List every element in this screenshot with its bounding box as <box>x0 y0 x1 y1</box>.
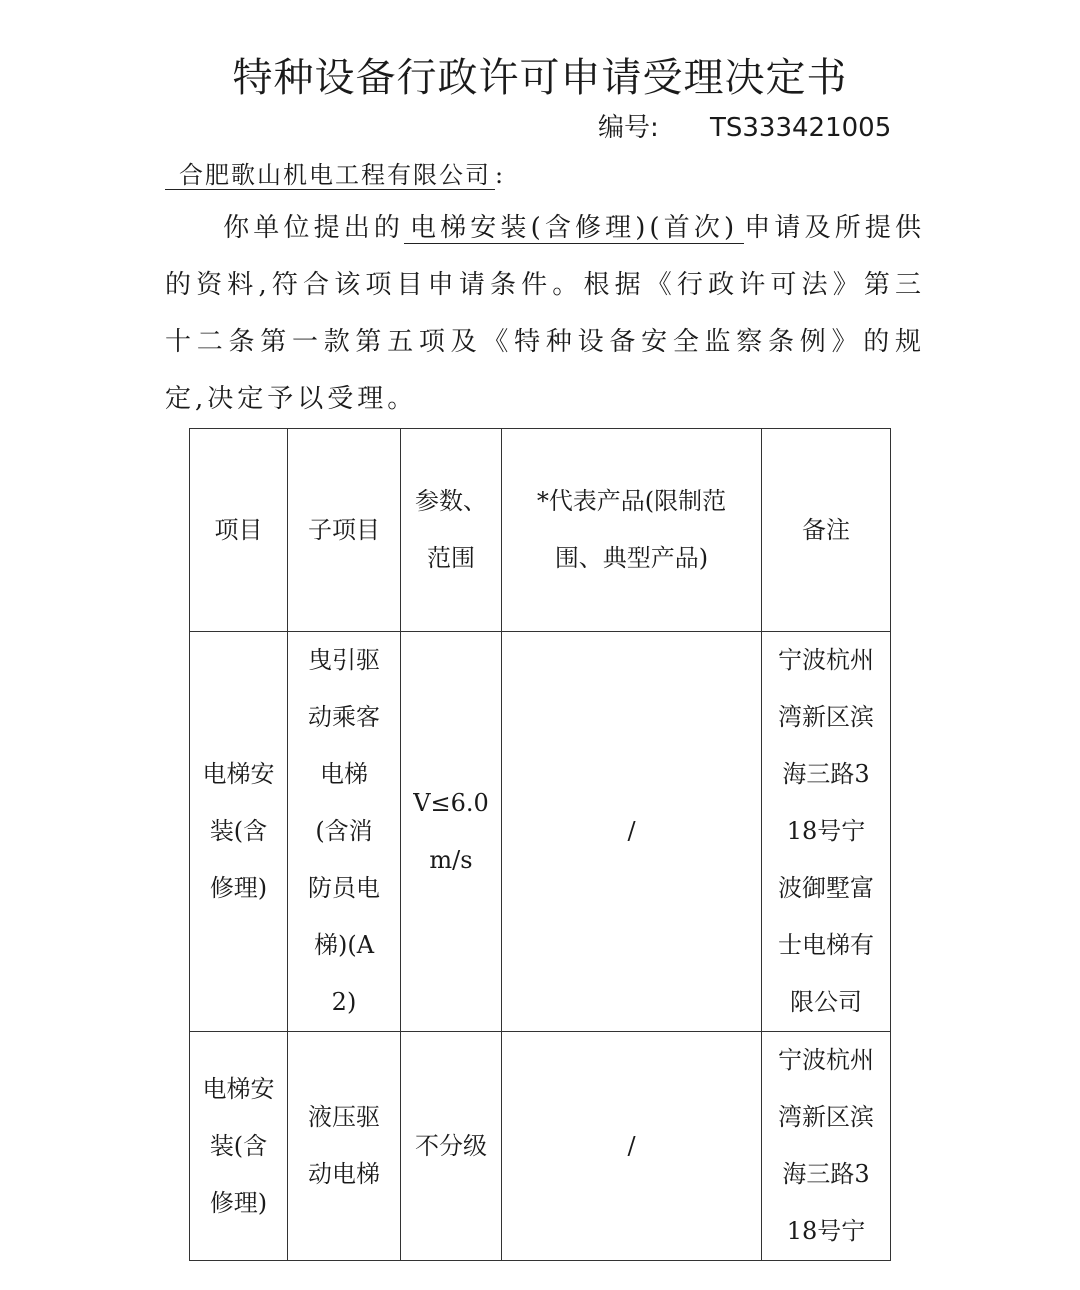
row2-item: 电梯安装(含修理) <box>190 1032 288 1261</box>
row1-subitem: 曳引驱动乘客电梯(含消防员电梯)(A2) <box>288 632 401 1032</box>
table-row <box>190 632 891 1032</box>
row2-remark: 宁波杭州湾新区滨海三路318号宁 <box>762 1032 891 1261</box>
row1-product: / <box>502 632 762 1032</box>
header-product: *代表产品(限制范围、典型产品) <box>502 429 762 632</box>
document-number-label: 编号: <box>598 113 659 143</box>
header-subitem: 子项目 <box>288 429 401 632</box>
document-title: 特种设备行政许可申请受理决定书 <box>232 55 848 101</box>
row1-item: 电梯安装(含修理) <box>190 632 288 1032</box>
row1-remark: 宁波杭州湾新区滨海三路318号宁波御墅富士电梯有限公司 <box>762 632 891 1032</box>
header-param: 参数、范围 <box>401 429 502 632</box>
document-number-value: TS333421005 <box>710 113 892 143</box>
application-item: 电梯安装(含修理)(首次) <box>404 213 744 244</box>
addressee-name: 合肥歌山机电工程有限公司 <box>165 161 495 190</box>
paragraph-prefix: 你单位提出的 <box>223 213 404 243</box>
row1-param: V≤6.0m/s <box>401 632 502 1032</box>
decision-paragraph <box>165 200 925 428</box>
paragraph-body: 申请及所提供的资料,符合该项目申请条件。根据《行政许可法》第三十二条第一款第五项及《特种设备安全监察条例》的规定,决定予以受理。 <box>165 213 925 414</box>
permit-items-table <box>189 428 891 1261</box>
addressee-line <box>165 158 505 192</box>
document-number <box>598 111 891 145</box>
row2-product: / <box>502 1032 762 1261</box>
row2-param: 不分级 <box>401 1032 502 1261</box>
header-item: 项目 <box>190 429 288 632</box>
addressee-suffix: : <box>495 161 506 189</box>
table-row <box>190 1032 891 1261</box>
row2-subitem: 液压驱动电梯 <box>288 1032 401 1261</box>
header-remark: 备注 <box>762 429 891 632</box>
table-header-row <box>190 429 891 632</box>
